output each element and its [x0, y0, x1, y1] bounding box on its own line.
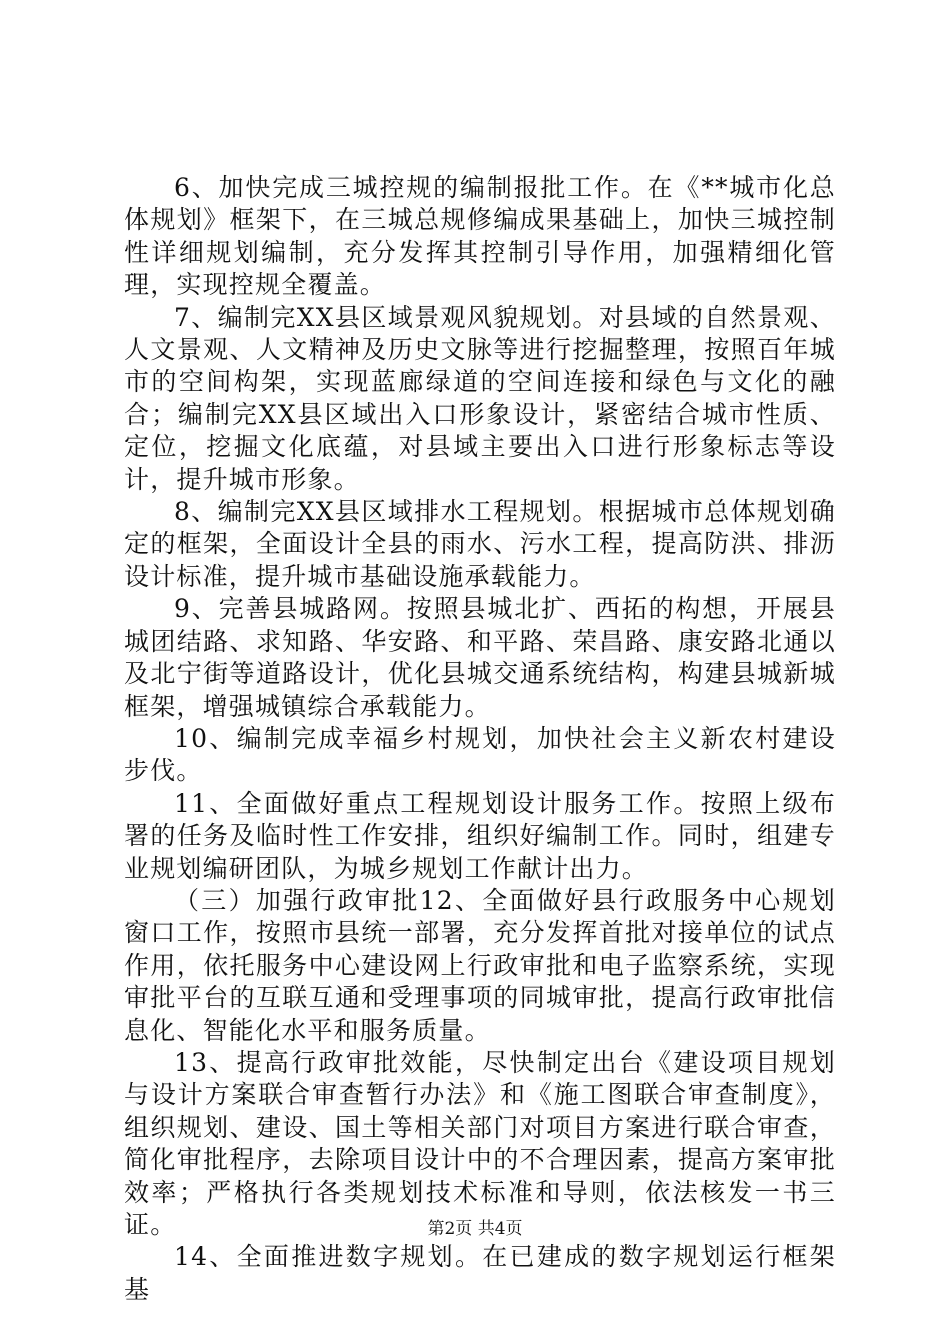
paragraph-item-14: 14、全面推进数字规划。在已建成的数字规划运行框架基	[124, 1242, 836, 1304]
paragraph-item-7: 7、编制完XX县区域景观风貌规划。对县域的自然景观、人文景观、人文精神及历史文脉等进行挖掘整理，按照百年城市的空间构架，实现蓝廊绿道的空间连接和绿色与文化的融合；编制完XX县区域出入口形象设计，紧密结合城市性质、定位，挖掘文化底蕴，对县域主要出入口进行形象标志等设计，提升城市形象。	[124, 302, 836, 494]
paragraph-item-12: （三）加强行政审批12、全面做好县行政服务中心规划窗口工作，按照市县统一部署，充分发挥首批对接单位的试点作用，依托服务中心建设网上行政审批和电子监察系统，实现审批平台的互联互通和受理事项的同城审批，提高行政审批信息化、智能化水平和服务质量。	[124, 885, 836, 1045]
paragraph-item-13: 13、提高行政审批效能，尽快制定出台《建设项目规划与设计方案联合审查暂行办法》和《施工图联合审查制度》，组织规划、建设、国土等相关部门对项目方案进行联合审查，简化审批程序，去除项目设计中的不合理因素，提高方案审批效率；严格执行各类规划技术标准和导则，依法核发一书三证。	[124, 1047, 836, 1239]
paragraph-item-10: 10、编制完成幸福乡村规划，加快社会主义新农村建设步伐。	[124, 723, 836, 786]
paragraph-item-6: 6、加快完成三城控规的编制报批工作。在《**城市化总体规划》框架下，在三城总规修编成果基础上，加快三城控制性详细规划编制，充分发挥其控制引导作用，加强精细化管理，实现控规全覆盖。	[124, 173, 836, 300]
document-body	[124, 172, 836, 1306]
page-number-footer: 第2页 共4页	[427, 1219, 523, 1239]
paragraph-item-11: 11、全面做好重点工程规划设计服务工作。按照上级布署的任务及临时性工作安排，组织好编制工作。同时，组建专业规划编研团队，为城乡规划工作献计出力。	[124, 788, 836, 883]
paragraph-item-8: 8、编制完XX县区域排水工程规划。根据城市总体规划确定的框架，全面设计全县的雨水、污水工程，提高防洪、排沥设计标准，提升城市基础设施承载能力。	[124, 497, 836, 591]
paragraph-item-9: 9、完善县城路网。按照县城北扩、西拓的构想，开展县城团结路、求知路、华安路、和平路、荣昌路、康安路北通以及北宁街等道路设计，优化县城交通系统结构，构建县城新城框架，增强城镇综合承载能力。	[124, 594, 836, 721]
